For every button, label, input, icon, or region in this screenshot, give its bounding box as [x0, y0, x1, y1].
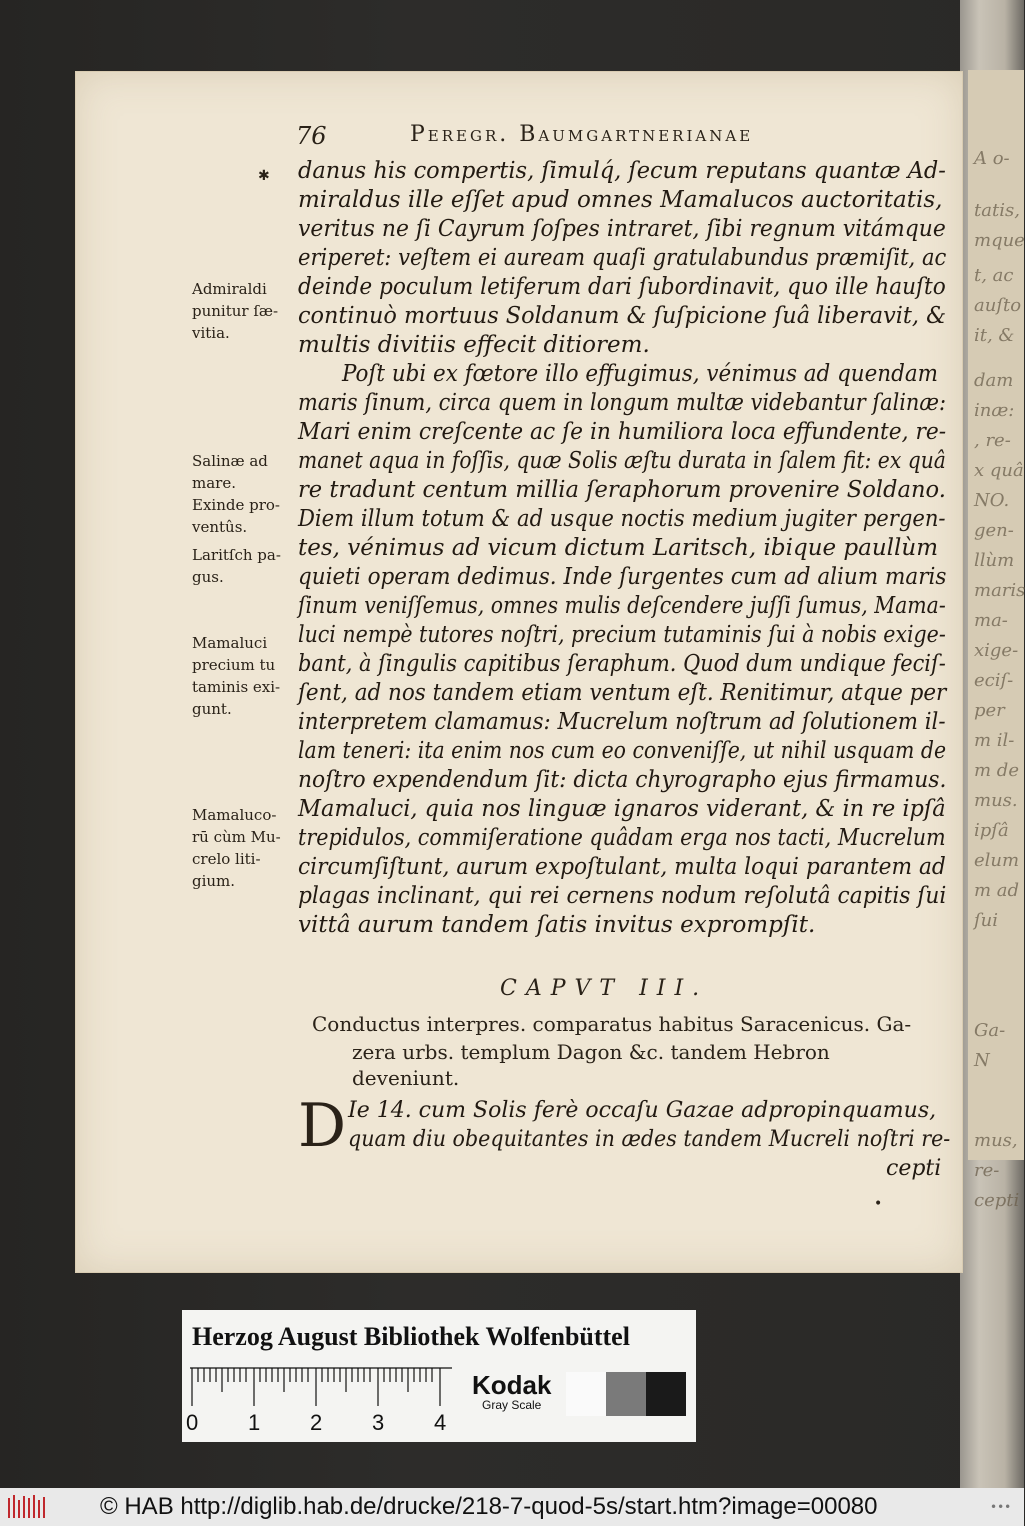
- marginal-note-line: Exinde pro-: [192, 496, 280, 514]
- gray-scale-label: Gray Scale: [482, 1398, 542, 1412]
- marginal-note: [192, 632, 292, 720]
- text-line: deinde poculum letiferum dari ſubordinavit, quo ille hauſto: [298, 274, 946, 300]
- ruler-scale: [190, 1368, 452, 1408]
- marginal-note: [192, 450, 292, 538]
- chapter-summary-line: deveniunt.: [352, 1066, 460, 1090]
- marginal-note-line: gunt.: [192, 700, 232, 718]
- ruler-number: 4: [434, 1410, 447, 1435]
- marginal-note-line: ventûs.: [192, 518, 248, 536]
- running-head: Peregr. Baumgartnerianae: [410, 122, 754, 147]
- facing-page-edge: A o- tatis, mque t, ac auſto it, & dam inæ: , re- x quâ NO. gen- llùm maris ma- xige- eciſ- per m il- m de mus. ipſâ elum m ad ſui Ga- N mus, re- cepti: [968, 70, 1024, 1160]
- drop-cap: D: [298, 1091, 347, 1161]
- ruler-number: 3: [372, 1410, 385, 1435]
- chapter-summary-line: Conductus interpres. comparatus habitus Saracenicus. Ga-: [312, 1012, 912, 1036]
- marginal-note-line: vitia.: [192, 324, 230, 342]
- text-line: Poſt ubi ex fœtore illo effugimus, vénimus ad quendam: [342, 361, 938, 387]
- text-line: lam teneri: ita enim nos cum eo conveniſſe, ut nihil usquam de: [298, 738, 947, 764]
- text-line: circumſiſtunt, aurum expoſtulant, multa loqui parantem ad: [298, 854, 946, 880]
- marginal-note-line: taminis exi-: [192, 678, 281, 696]
- text-line: multis divitiis effecit ditiorem.: [298, 332, 650, 358]
- kodak-logo: Kodak: [472, 1370, 552, 1400]
- marginal-note: [192, 804, 292, 892]
- card-title: Herzog August Bibliothek Wolfenbüttel: [192, 1322, 630, 1351]
- text-line: veritus ne ſi Cayrum ſoſpes intraret, ſibi regnum vitámque: [298, 216, 946, 242]
- text-line: re tradunt centum millia ſeraphorum provenire Soldano.: [298, 477, 946, 503]
- marginal-note-line: mare.: [192, 474, 236, 492]
- ruler-number: 2: [310, 1410, 323, 1435]
- text-line: noſtro expendendum ſit: dicta chyrographo ejus firmamus.: [298, 767, 947, 793]
- marginal-note-line: gium.: [192, 872, 236, 890]
- gray-patch-mid: [606, 1372, 646, 1416]
- text-line: luci nempè tutores noſtri, precium tutaminis ſui à nobis exige-: [298, 622, 946, 648]
- text-line: continuò mortuus Soldanum & ſuſpicione ſuâ liberavit, &: [298, 303, 947, 329]
- printer-mark: ✱: [258, 168, 270, 184]
- gray-patches: [566, 1372, 686, 1416]
- marginal-note-line: precium tu: [192, 656, 276, 674]
- text-line: plagas inclinant, qui rei cernens nodum reſolutâ capitis ſui: [298, 883, 947, 909]
- chapter-text-line: Ie 14. cum Solis ferè occaſu Gazae adpropinquamus,: [348, 1098, 937, 1123]
- marginal-note-line: Mamaluci: [192, 634, 268, 652]
- marginal-note-line: Laritſch pa-: [192, 546, 281, 564]
- marginal-note-line: crelo liti-: [192, 850, 261, 868]
- hab-logo-icon: [6, 1492, 46, 1522]
- page-number: 76: [296, 122, 327, 150]
- copyright-url: © HAB http://diglib.hab.de/drucke/218-7-quod-5s/start.htm?image=00080: [100, 1493, 878, 1520]
- text-line: miraldus ille eſſet apud omnes Mamalucos auctoritatis,: [298, 187, 943, 213]
- text-line: Diem illum totum & ad usque noctis medium jugiter pergen-: [298, 506, 946, 532]
- text-line: Mari enim creſcente ac ſe in humiliora loca effundente, re-: [298, 419, 947, 445]
- printer-dot: •: [874, 1196, 883, 1212]
- chapter-heading: CAPVT III.: [500, 976, 709, 1001]
- text-line: eriperet: veſtem ei auream quaſi gratulabundus præmiſit, ac: [298, 245, 947, 271]
- text-line: ſent, ad nos tandem etiam ventum eſt. Renitimur, atque per: [298, 680, 947, 706]
- text-line: vittâ aurum tandem ſatis invitus exprompſit.: [298, 912, 816, 938]
- text-line: trepidulos, commiſeratione quâdam erga nos tacti, Mucrelum: [298, 825, 946, 851]
- color-reference-card: [182, 1310, 696, 1442]
- footer-bar: [0, 1488, 1024, 1526]
- text-line: danus his compertis, ſimulq́, ſecum reputans quantæ Ad-: [298, 158, 946, 184]
- text-line: bant, à ſingulis capitibus ſeraphum. Quod dum undique feciſ-: [298, 651, 946, 677]
- chapter-text-line: cepti: [886, 1156, 942, 1181]
- marginal-note: [192, 278, 292, 344]
- text-line: Mamaluci, quia nos linguæ ignaros viderant, & in re ipſâ: [298, 796, 946, 822]
- text-line: quieti operam dedimus. Inde ſurgentes cum ad alium maris: [298, 564, 947, 590]
- chapter-summary-line: zera urbs. templum Dagon &c. tandem Hebron: [352, 1040, 830, 1064]
- marginal-note-line: Admiraldi: [192, 280, 267, 298]
- marginal-note-line: rū cùm Mu-: [192, 828, 281, 846]
- text-line: tes, vénimus ad vicum dictum Laritsch, ibique paullùm: [298, 535, 939, 561]
- text-line: ſinum veniſſemus, omnes mulis deſcendere juſſi ſumus, Mama-: [298, 593, 946, 619]
- ruler-number: 1: [248, 1410, 261, 1435]
- gray-patch-dark: [646, 1372, 686, 1416]
- chapter-text-line: quam diu obequitantes in ædes tandem Mucreli noſtri re-: [348, 1127, 951, 1152]
- marginal-note-line: Mamaluco-: [192, 806, 277, 824]
- marginal-note-line: Salinæ ad: [192, 452, 268, 470]
- text-line: maris ſinum, circa quem in longum multæ videbantur ſalinæ:: [298, 390, 947, 416]
- more-dots-icon: •••: [990, 1500, 1012, 1514]
- text-line: manet aqua in foſſis, quæ Solis æſtu durata in ſalem fit: ex quâ: [298, 448, 946, 474]
- gray-patch-white: [566, 1372, 606, 1416]
- ruler-number: 0: [186, 1410, 199, 1435]
- marginal-note: [192, 544, 292, 588]
- marginal-note-line: punitur ſæ-: [192, 302, 279, 320]
- marginal-note-line: gus.: [192, 568, 224, 586]
- text-line: interpretem clamamus: Mucrelum noſtrum ad ſolutionem il-: [298, 709, 946, 735]
